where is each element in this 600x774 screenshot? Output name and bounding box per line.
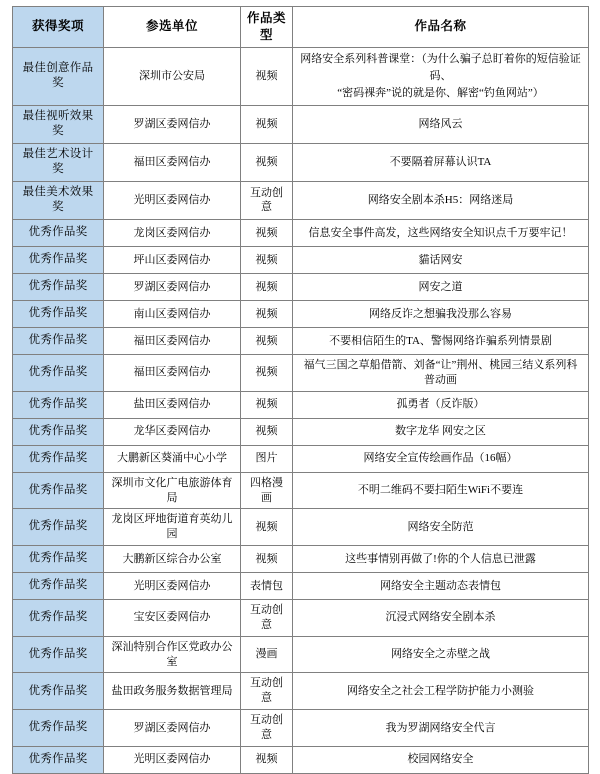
cell-award: 优秀作品奖 [13, 418, 104, 445]
cell-type: 互动创意 [241, 710, 293, 747]
column-header-unit: 参选单位 [104, 7, 241, 48]
cell-award: 优秀作品奖 [13, 246, 104, 273]
table-header-row [13, 7, 589, 48]
cell-title: 网络安全防范 [293, 509, 589, 546]
cell-award: 优秀作品奖 [13, 746, 104, 773]
cell-title: 网络安全主题动态表情包 [293, 573, 589, 600]
table-body [13, 47, 589, 773]
cell-unit: 龙岗区委网信办 [104, 219, 241, 246]
cell-title: 数字龙华 网安之区 [293, 418, 589, 445]
cell-unit: 宝安区委网信办 [104, 600, 241, 637]
cell-title: 我为罗湖网络安全代言 [293, 710, 589, 747]
column-header-award: 获得奖项 [13, 7, 104, 48]
table-row [13, 391, 589, 418]
cell-award: 优秀作品奖 [13, 636, 104, 673]
table-row [13, 636, 589, 673]
cell-title: 网络风云 [293, 105, 589, 143]
cell-type: 漫画 [241, 636, 293, 673]
cell-title: 不要隔着屏幕认识TA [293, 143, 589, 181]
cell-type: 四格漫画 [241, 472, 293, 509]
cell-type: 视频 [241, 354, 293, 391]
cell-type: 互动创意 [241, 600, 293, 637]
cell-title: 网络安全剧本杀H5：网络迷局 [293, 181, 589, 219]
cell-title: 网络反诈之想骗我没那么容易 [293, 300, 589, 327]
table-row [13, 472, 589, 509]
award-table-container [12, 6, 588, 774]
table-header [13, 7, 589, 48]
table-row [13, 327, 589, 354]
cell-type: 视频 [241, 246, 293, 273]
cell-type: 视频 [241, 219, 293, 246]
cell-award: 优秀作品奖 [13, 509, 104, 546]
cell-award: 优秀作品奖 [13, 354, 104, 391]
cell-title: 不要相信陌生的TA、警惕网络诈骗系列情景剧 [293, 327, 589, 354]
cell-title [293, 47, 589, 105]
cell-award: 优秀作品奖 [13, 472, 104, 509]
cell-title: 孤勇者（反诈版） [293, 391, 589, 418]
table-row [13, 219, 589, 246]
cell-type: 视频 [241, 746, 293, 773]
cell-type: 视频 [241, 273, 293, 300]
table-row [13, 600, 589, 637]
cell-title: 这些事情别再做了!你的个人信息已泄露 [293, 546, 589, 573]
table-row [13, 673, 589, 710]
cell-title: 不明二维码不要扫陌生WiFi不要连 [293, 472, 589, 509]
cell-unit: 罗湖区委网信办 [104, 105, 241, 143]
cell-unit: 光明区委网信办 [104, 573, 241, 600]
cell-unit: 罗湖区委网信办 [104, 273, 241, 300]
cell-title: 福气三国之草船借箭、刘备“让”荆州、桃园三结义系列科普动画 [293, 354, 589, 391]
table-row [13, 181, 589, 219]
cell-title: 貓话网安 [293, 246, 589, 273]
cell-unit: 深圳市文化广电旅游体育局 [104, 472, 241, 509]
cell-type: 视频 [241, 418, 293, 445]
cell-award: 最佳艺术设计奖 [13, 143, 104, 181]
cell-unit: 福田区委网信办 [104, 354, 241, 391]
cell-title: 网安之道 [293, 273, 589, 300]
cell-unit: 盐田区委网信办 [104, 391, 241, 418]
cell-title: 网络安全之赤壁之战 [293, 636, 589, 673]
cell-award: 优秀作品奖 [13, 327, 104, 354]
cell-award: 优秀作品奖 [13, 710, 104, 747]
cell-type: 视频 [241, 105, 293, 143]
table-row [13, 273, 589, 300]
cell-unit: 南山区委网信办 [104, 300, 241, 327]
cell-title: 网络安全之社会工程学防护能力小测验 [293, 673, 589, 710]
cell-award: 优秀作品奖 [13, 546, 104, 573]
table-row [13, 509, 589, 546]
table-row [13, 710, 589, 747]
cell-title-line-1: 网络安全系列科普课堂：（为什么骗子总盯着你的短信验证码、 [300, 52, 581, 82]
table-row [13, 143, 589, 181]
table-row [13, 746, 589, 773]
table-row [13, 573, 589, 600]
table-row [13, 246, 589, 273]
cell-type: 图片 [241, 445, 293, 472]
cell-type: 视频 [241, 546, 293, 573]
cell-title: 校园网络安全 [293, 746, 589, 773]
cell-type: 视频 [241, 327, 293, 354]
cell-type: 视频 [241, 391, 293, 418]
table-row [13, 105, 589, 143]
cell-award: 优秀作品奖 [13, 219, 104, 246]
cell-unit: 龙华区委网信办 [104, 418, 241, 445]
table-row [13, 354, 589, 391]
cell-unit: 深汕特别合作区党政办公室 [104, 636, 241, 673]
cell-type: 视频 [241, 509, 293, 546]
table-row [13, 47, 589, 105]
cell-award: 优秀作品奖 [13, 273, 104, 300]
cell-award: 优秀作品奖 [13, 573, 104, 600]
cell-unit: 光明区委网信办 [104, 746, 241, 773]
table-row [13, 445, 589, 472]
cell-title: 沉浸式网络安全剧本杀 [293, 600, 589, 637]
cell-unit: 盐田政务服务数据管理局 [104, 673, 241, 710]
cell-award: 最佳美术效果奖 [13, 181, 104, 219]
cell-title: 信息安全事件高发，这些网络安全知识点千万要牢记！ [293, 219, 589, 246]
cell-type: 视频 [241, 143, 293, 181]
cell-unit: 大鹏新区综合办公室 [104, 546, 241, 573]
table-row [13, 546, 589, 573]
column-header-type: 作品类型 [241, 7, 293, 48]
cell-award: 优秀作品奖 [13, 391, 104, 418]
cell-unit: 光明区委网信办 [104, 181, 241, 219]
cell-award: 优秀作品奖 [13, 600, 104, 637]
cell-type: 互动创意 [241, 181, 293, 219]
column-header-title: 作品名称 [293, 7, 589, 48]
table-row [13, 300, 589, 327]
cell-type: 互动创意 [241, 673, 293, 710]
cell-type: 表情包 [241, 573, 293, 600]
cell-unit: 罗湖区委网信办 [104, 710, 241, 747]
cell-unit: 深圳市公安局 [104, 47, 241, 105]
cell-unit: 坪山区委网信办 [104, 246, 241, 273]
cell-title: 网络安全宣传绘画作品（16幅） [293, 445, 589, 472]
cell-title-line-2: “密码裸奔”说的就是你、解密“钓鱼网站”） [337, 86, 544, 99]
cell-unit: 龙岗区坪地街道育英幼儿园 [104, 509, 241, 546]
cell-award: 优秀作品奖 [13, 445, 104, 472]
cell-unit: 福田区委网信办 [104, 327, 241, 354]
cell-type: 视频 [241, 300, 293, 327]
award-table [12, 6, 589, 774]
cell-award: 优秀作品奖 [13, 300, 104, 327]
cell-award: 最佳创意作品奖 [13, 47, 104, 105]
cell-unit: 福田区委网信办 [104, 143, 241, 181]
cell-unit: 大鹏新区葵涌中心小学 [104, 445, 241, 472]
table-row [13, 418, 589, 445]
cell-type: 视频 [241, 47, 293, 105]
cell-award: 优秀作品奖 [13, 673, 104, 710]
cell-award: 最佳视听效果奖 [13, 105, 104, 143]
